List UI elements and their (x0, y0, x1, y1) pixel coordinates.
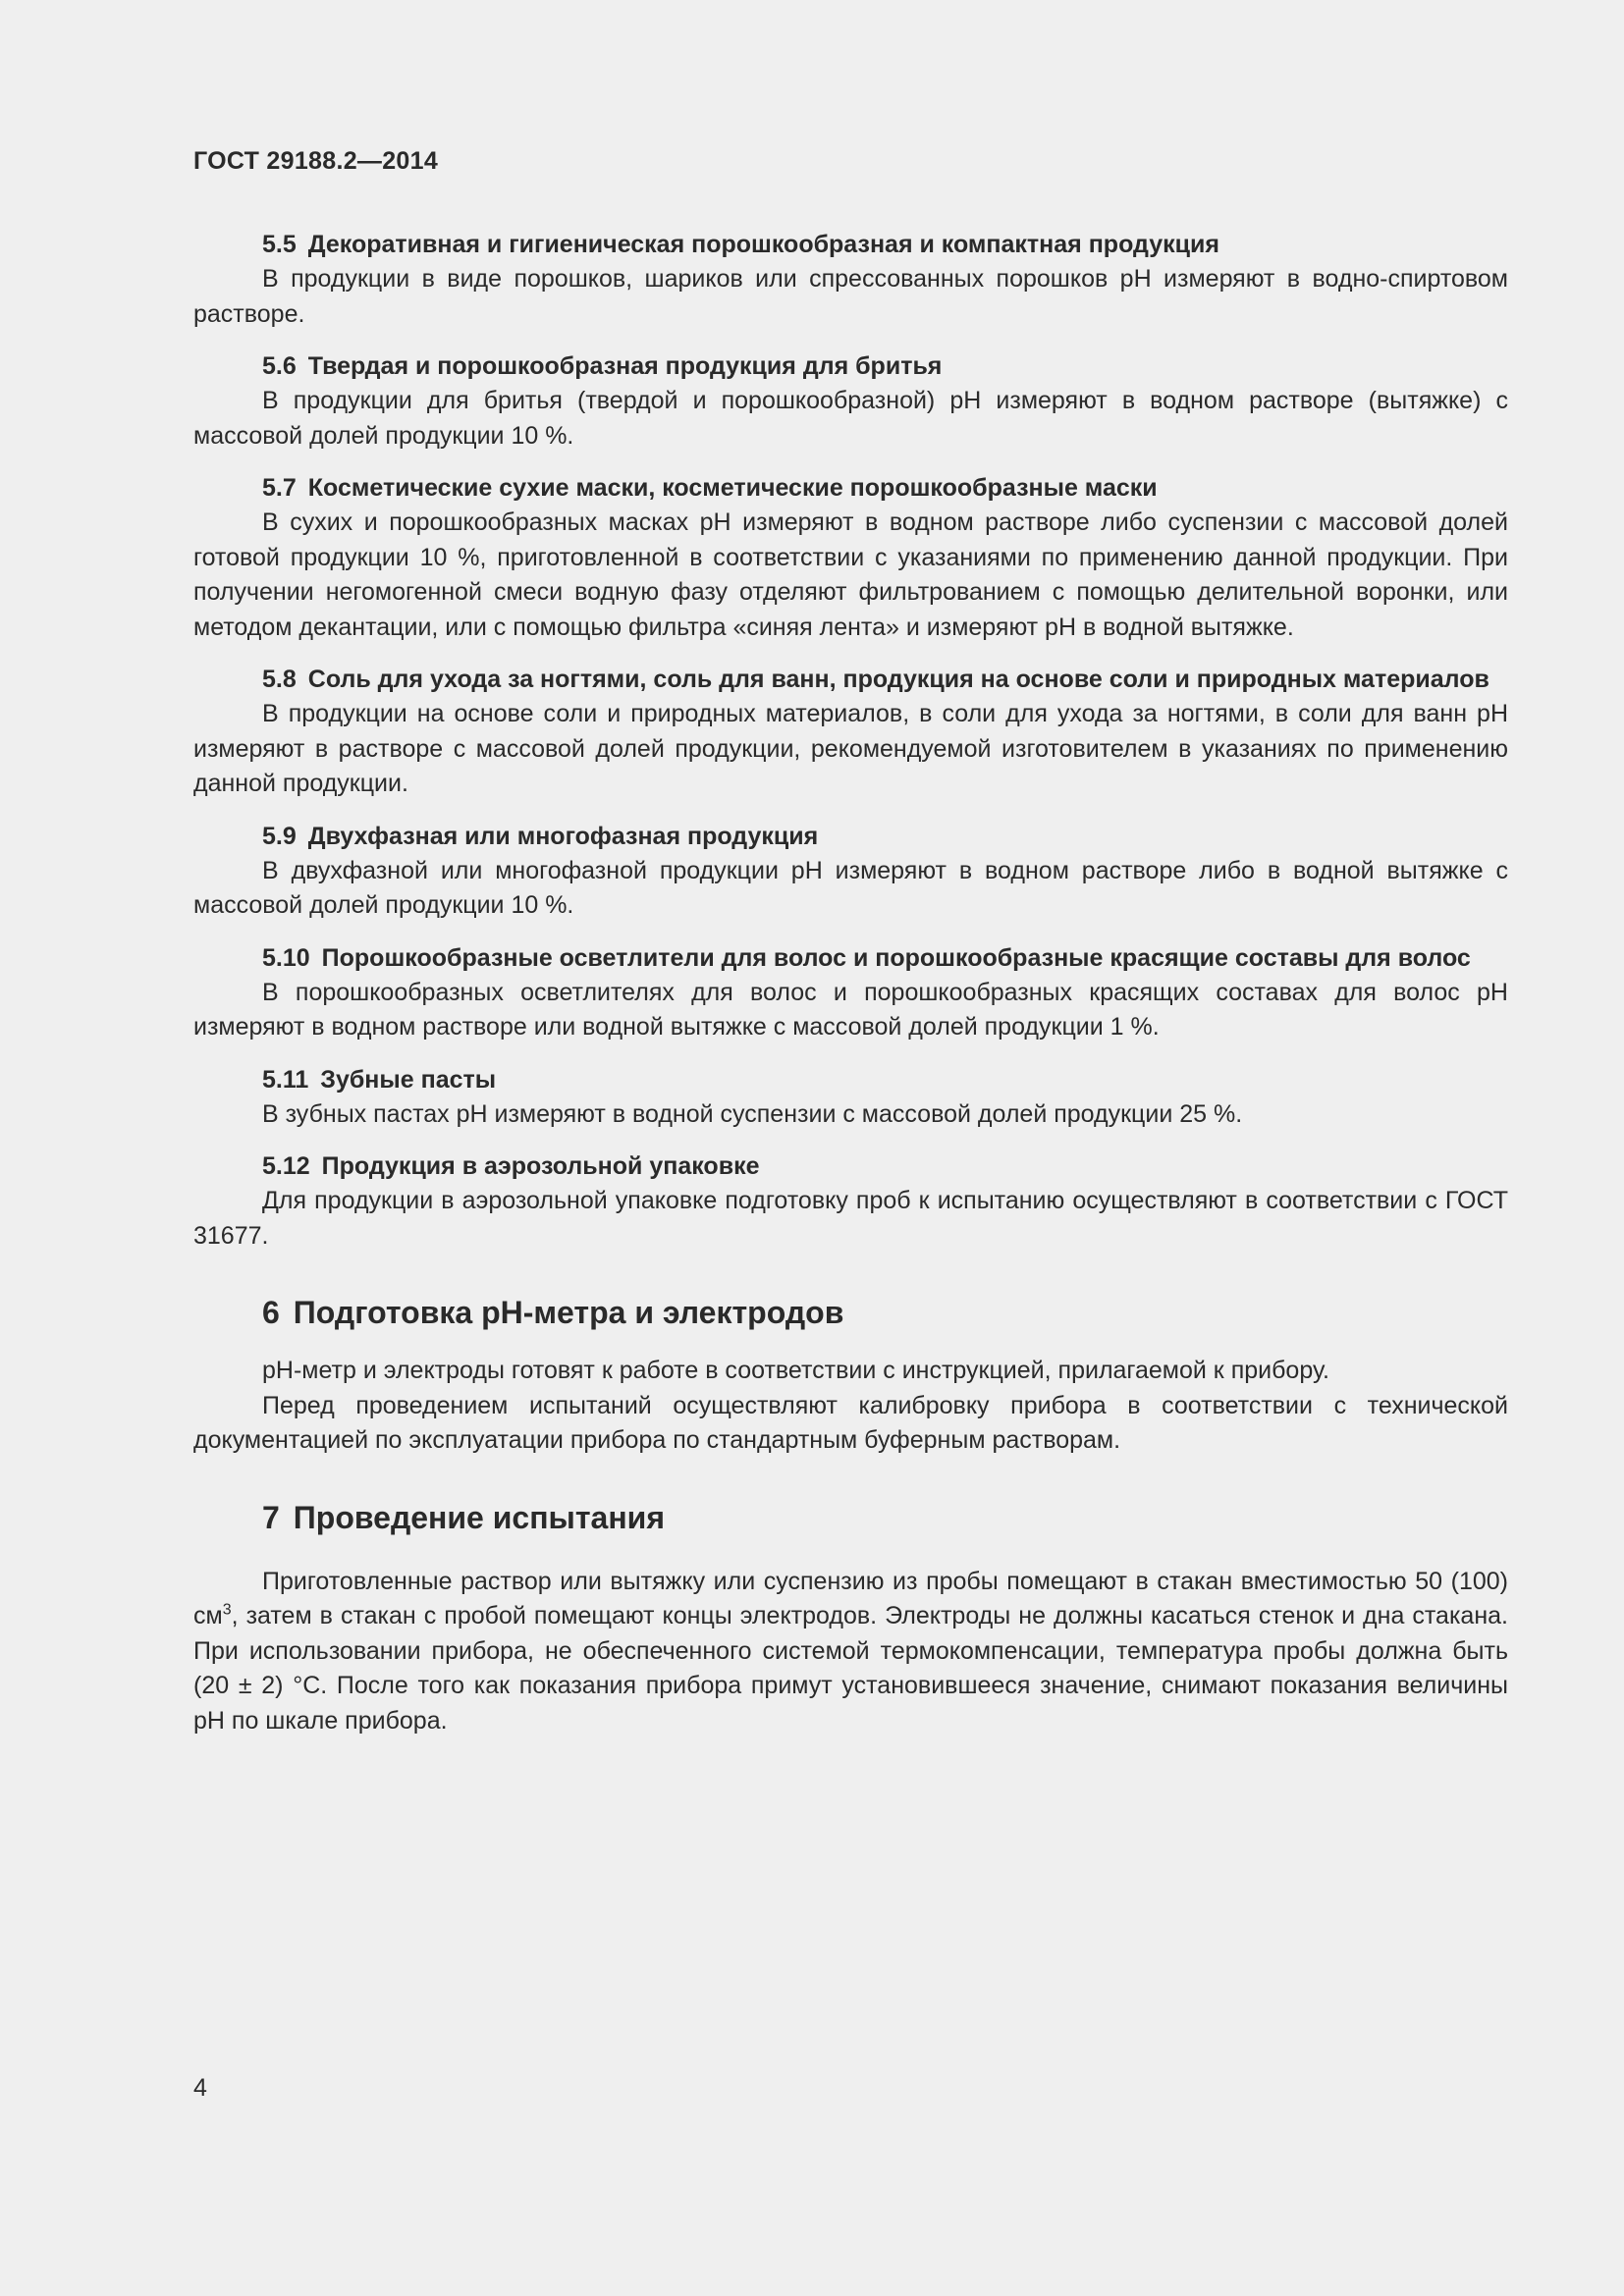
section-title: Декоративная и гигиеническая порошкообразная и компактная продукция (307, 231, 1219, 258)
section-title: Продукция в аэрозольной упаковке (321, 1152, 760, 1180)
section-title: Соль для ухода за ногтями, соль для ванн, продукция на основе соли и природных материалов (307, 666, 1489, 693)
section-5-6-text: В продукции для бритья (твердой и порошкообразной) pH измеряют в водном растворе (вытяжке) с массовой долей продукции 10 %. (193, 387, 1508, 450)
section-title: Косметические сухие маски, косметические порошкообразные маски (307, 474, 1158, 502)
section-5-5-text: В продукции в виде порошков, шариков или спрессованных порошков pH измеряют в водно-спиртовом растворе. (193, 265, 1508, 328)
document-body (193, 228, 1508, 1738)
section-5-6-heading (193, 349, 1508, 384)
section-number: 5.9 (262, 822, 297, 850)
page-number: 4 (193, 2074, 207, 2102)
chapter-title: Подготовка pH-метра и электродов (293, 1295, 844, 1330)
chapter-7-text-b: , затем в стакан с пробой помещают концы электродов. Электроды не должны касаться стенок и дна стакана. При использовании прибора, не обеспеченного системой термокомпенсации, температура пробы должна быть (20 ± 2) °C. После того как показания прибора примут установившееся значение, снимают показания величины pH по шкале прибора. (193, 1602, 1508, 1735)
section-5-10-heading (193, 941, 1508, 976)
section-number: 5.11 (262, 1065, 309, 1094)
section-5-7-text: В сухих и порошкообразных масках pH измеряют в водном растворе либо суспензии с массовой долей готовой продукции 10 %, приготовленной в соответствии с указаниями по применению данной продукции. При получении негомогенной смеси водную фазу отделяют фильтрованием с помощью делительной воронки, или методом декантации, или с помощью фильтра «синяя лента» и измеряют pH в водной вытяжке. (193, 508, 1508, 641)
chapter-6-paragraph-1: pH-метр и электроды готовят к работе в соответствии с инструкцией, прилагаемой к прибору. (262, 1357, 1329, 1384)
section-5-12-text: Для продукции в аэрозольной упаковке подготовку проб к испытанию осуществляют в соответствии с ГОСТ 31677. (193, 1187, 1508, 1250)
section-5-11-heading (193, 1063, 1508, 1097)
chapter-number: 7 (262, 1499, 280, 1535)
section-number: 5.8 (262, 666, 297, 693)
chapter-6-paragraph-2: Перед проведением испытаний осуществляют калибровку прибора в соответствии с технической документацией по эксплуатации прибора по стандартным буферным растворам. (193, 1391, 1508, 1454)
section-number: 5.10 (262, 943, 310, 972)
superscript-exponent: 3 (222, 1601, 232, 1619)
section-5-9-text: В двухфазной или многофазной продукции pH измеряют в водном растворе либо в водной вытяжке с массовой долей продукции 10 %. (193, 856, 1508, 919)
section-title: Порошкообразные осветлители для волос и порошкообразные красящие составы для волос (321, 943, 1471, 972)
section-5-9-heading (193, 820, 1508, 854)
chapter-7-paragraph-1 (193, 1565, 1508, 1739)
section-title: Зубные пасты (320, 1065, 497, 1094)
section-number: 5.6 (262, 352, 297, 380)
section-5-7-heading (193, 471, 1508, 506)
section-title: Двухфазная или многофазная продукция (307, 822, 819, 850)
chapter-7-heading (193, 1498, 1508, 1537)
section-number: 5.7 (262, 474, 297, 502)
section-number: 5.5 (262, 231, 297, 258)
chapter-title: Проведение испытания (293, 1499, 665, 1535)
section-5-5-heading (193, 228, 1508, 262)
chapter-6-heading (193, 1293, 1508, 1332)
section-number: 5.12 (262, 1152, 310, 1180)
chapter-number: 6 (262, 1295, 280, 1330)
section-5-8-heading (193, 663, 1508, 697)
section-5-12-heading (193, 1149, 1508, 1184)
section-5-8-text: В продукции на основе соли и природных материалов, в соли для ухода за ногтями, в соли для ванн pH измеряют в растворе с массовой долей продукции, рекомендуемой изготовителем в указаниях по применению данной продукции. (193, 700, 1508, 797)
document-header: ГОСТ 29188.2—2014 (193, 147, 439, 175)
section-5-11-text: В зубных пастах pH измеряют в водной суспензии с массовой долей продукции 25 %. (262, 1099, 1243, 1128)
section-5-10-text: В порошкообразных осветлителях для волос и порошкообразных красящих составах для волос pH измеряют в водном растворе или водной вытяжке с массовой долей продукции 1 %. (193, 978, 1508, 1041)
section-title: Твердая и порошкообразная продукция для бритья (307, 352, 943, 380)
chapter-7-text-a: Приготовленные раствор или вытяжку или суспензию из пробы помещают в стакан вместимостью 50 (100) см (193, 1567, 1508, 1629)
